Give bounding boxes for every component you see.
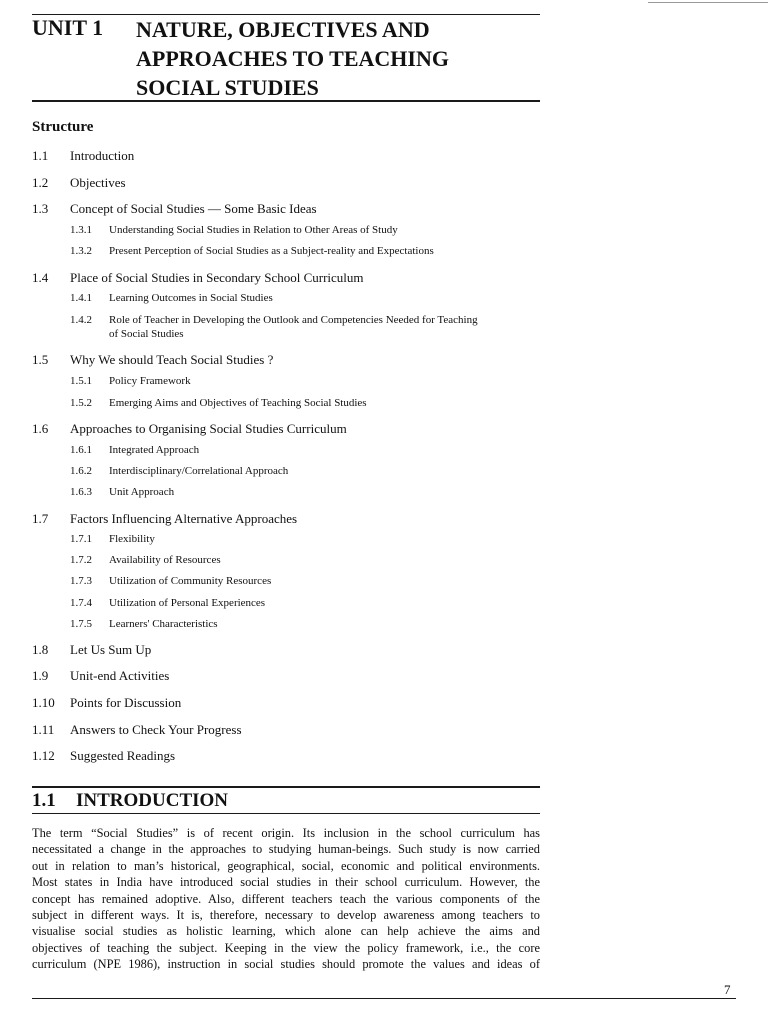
unit-title-line: SOCIAL STUDIES — [136, 75, 319, 100]
paragraph-line: necessitated a change in the approaches to studying human-beings. Such study is now carried — [32, 842, 540, 857]
toc-sub-entry: Understanding Social Studies in Relation to Other Areas of Study — [109, 224, 398, 236]
toc-entry: Why We should Teach Social Studies ? — [70, 352, 274, 367]
footer-rule — [32, 998, 736, 999]
section-number: 1.1 — [32, 790, 56, 811]
unit-title — [136, 15, 556, 102]
toc-entry: Approaches to Organising Social Studies Curriculum — [70, 421, 347, 436]
toc-sub-number: 1.7.1 — [70, 533, 92, 545]
paragraph-line: out in relation to man’s historical, geographical, social, economic and political environments. — [32, 858, 540, 873]
unit-label: UNIT 1 — [32, 15, 104, 40]
toc-sub-entry: Role of Teacher in Developing the Outlook and Competencies Needed for Teaching — [109, 314, 478, 326]
toc-sub-entry: Emerging Aims and Objectives of Teaching Social Studies — [109, 397, 367, 409]
toc-number: 1.10 — [32, 695, 55, 710]
toc-number: 1.5 — [32, 352, 49, 367]
section-bottom-rule — [32, 813, 540, 814]
toc-number: 1.2 — [32, 175, 49, 190]
title-underline — [32, 100, 540, 102]
toc-entry: Introduction — [70, 148, 135, 163]
toc-sub-entry: Availability of Resources — [109, 554, 221, 566]
toc-entry: Concept of Social Studies — Some Basic Ideas — [70, 201, 317, 216]
paragraph-line: Most states in India have introduced social studies in their school curriculum. However, the — [32, 875, 540, 890]
toc-sub-entry: Policy Framework — [109, 375, 191, 387]
toc-entry: Let Us Sum Up — [70, 642, 152, 657]
toc-sub-entry: Utilization of Community Resources — [109, 575, 272, 587]
toc-entry: Factors Influencing Alternative Approaches — [70, 511, 298, 526]
structure-heading: Structure — [32, 119, 94, 135]
toc-sub-entry: Utilization of Personal Experiences — [109, 597, 266, 609]
toc-sub-entry: Present Perception of Social Studies as a Subject-reality and Expectations — [109, 245, 434, 257]
section-title: INTRODUCTION — [76, 790, 229, 811]
toc-sub-number: 1.4.2 — [70, 314, 92, 326]
paragraph-line: concept has remained adoptive. Also, different teachers teach the various components of the — [32, 891, 540, 906]
toc-sub-number: 1.3.1 — [70, 224, 92, 236]
toc-sub-entry: Learning Outcomes in Social Studies — [109, 292, 273, 304]
toc-number: 1.7 — [32, 511, 49, 526]
toc-number: 1.6 — [32, 421, 49, 436]
toc-number: 1.11 — [32, 722, 55, 737]
toc-number: 1.3 — [32, 201, 49, 216]
unit-title-line: APPROACHES TO TEACHING — [136, 46, 449, 71]
toc-number: 1.12 — [32, 748, 55, 763]
toc-number: 1.1 — [32, 148, 49, 163]
paragraph-line: objectives of teaching the subject. Keeping in the view the policy framework, i.e., the core — [32, 940, 540, 955]
toc-number: 1.9 — [32, 668, 49, 683]
toc-number: 1.8 — [32, 642, 49, 657]
toc-sub-number: 1.4.1 — [70, 292, 92, 304]
toc-sub-entry: Learners' Characteristics — [109, 618, 218, 630]
toc-sub-number: 1.7.5 — [70, 618, 92, 630]
unit-title-line: NATURE, OBJECTIVES AND — [136, 17, 430, 42]
corner-rule — [648, 2, 768, 3]
toc-sub-number: 1.7.4 — [70, 597, 92, 609]
toc-entry: Objectives — [70, 175, 126, 190]
toc-sub-number: 1.6.2 — [70, 465, 92, 477]
page-number: 7 — [724, 982, 731, 997]
toc-sub-entry: of Social Studies — [109, 328, 184, 340]
toc-sub-number: 1.3.2 — [70, 245, 92, 257]
toc-sub-number: 1.5.1 — [70, 375, 92, 387]
toc-sub-number: 1.5.2 — [70, 397, 92, 409]
toc-sub-entry: Flexibility — [109, 533, 155, 545]
toc-sub-entry: Interdisciplinary/Correlational Approach — [109, 465, 289, 477]
toc-entry: Answers to Check Your Progress — [70, 722, 242, 737]
toc-entry: Place of Social Studies in Secondary School Curriculum — [70, 270, 364, 285]
toc-entry: Unit-end Activities — [70, 668, 170, 683]
toc-sub-number: 1.6.1 — [70, 444, 92, 456]
paragraph-line: curriculum (NPE 1986), instruction in social studies should promote the values and ideas of — [32, 957, 540, 972]
toc-sub-entry: Unit Approach — [109, 486, 175, 498]
toc-entry: Suggested Readings — [70, 748, 176, 763]
toc-number: 1.4 — [32, 270, 49, 285]
paragraph-line: visualise social studies as holistic learning, which alone can help achieve the aims and — [32, 924, 540, 939]
toc-sub-number: 1.7.2 — [70, 554, 92, 566]
paragraph-line: subject in different ways. It is, therefore, necessary to develop awareness among teachers to — [32, 908, 540, 923]
toc-sub-number: 1.6.3 — [70, 486, 92, 498]
section-top-rule — [32, 786, 540, 788]
toc-sub-number: 1.7.3 — [70, 575, 92, 587]
toc-sub-entry: Integrated Approach — [109, 444, 200, 456]
toc-entry: Points for Discussion — [70, 695, 182, 710]
paragraph-line: The term “Social Studies” is of recent origin. Its inclusion in the school curriculum has — [32, 826, 540, 840]
introduction-paragraph — [32, 825, 540, 973]
